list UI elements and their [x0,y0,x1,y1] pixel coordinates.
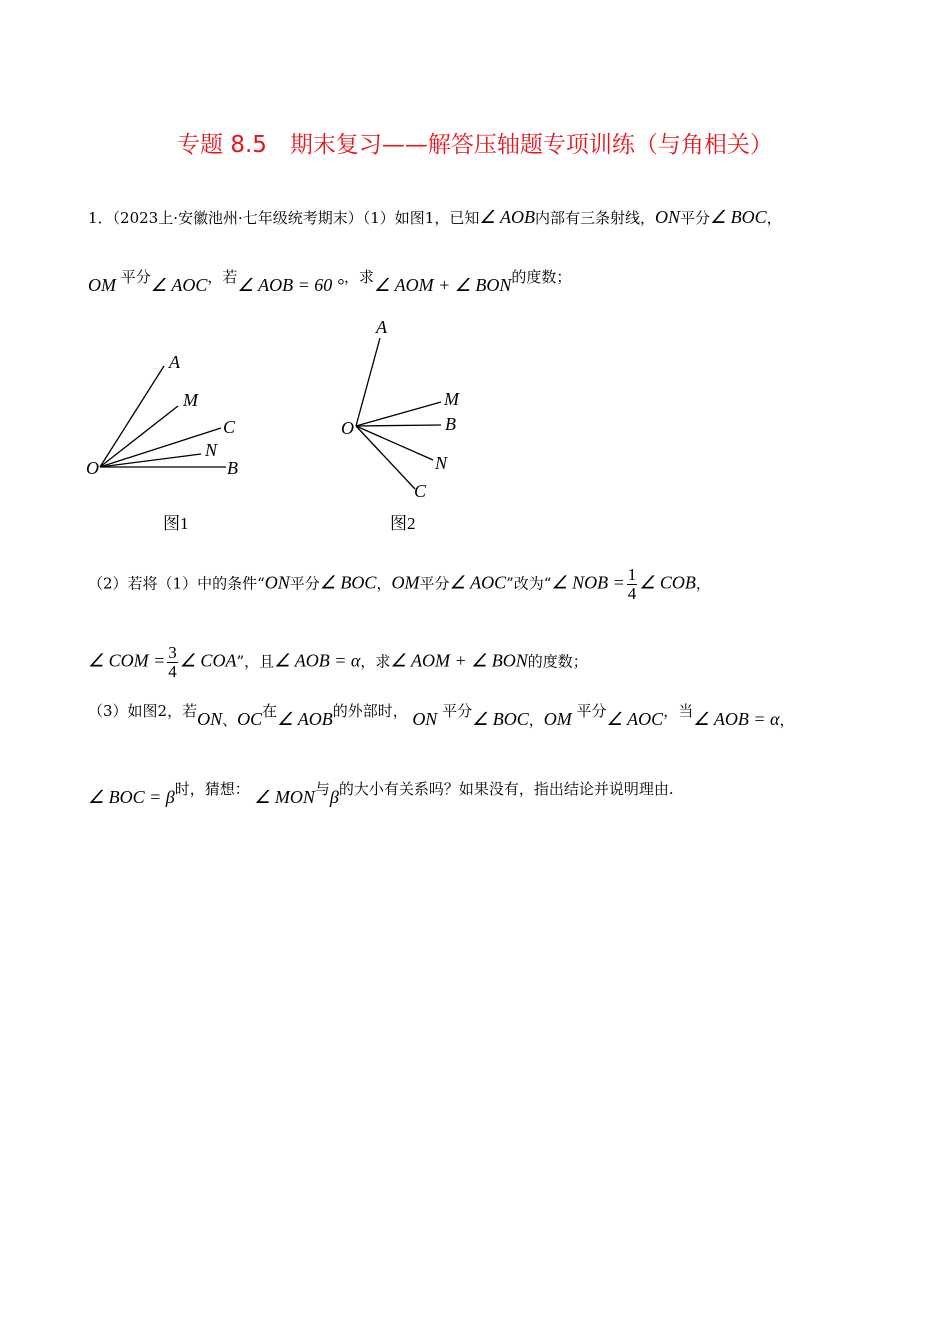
math-expression: ∠ AOC [449,572,507,593]
text-segment: ， [376,574,392,593]
question-line [88,704,794,734]
text-segment: ，当 [663,702,694,720]
math-expression: ∠ BOC [472,709,529,729]
text-segment: 时，猜想： [174,780,250,798]
math-expression: ON [407,709,438,729]
math-expression: ∠ AOB = α [274,650,361,671]
fraction [167,644,178,681]
text-segment: ，求 [360,652,391,671]
text-segment: ， [766,209,782,227]
math-expression: ∠ AOB = α [693,709,780,729]
ray-OB [356,425,441,426]
figure-2-label-A: A [376,317,387,337]
text-segment: ， [695,574,711,593]
figure-1-label-C: C [223,417,236,437]
math-expression: ∠ BOC = β [88,787,175,807]
text-segment: ， [779,711,795,729]
figures [0,0,950,560]
fraction-numerator: 1 [627,565,637,584]
math-expression: ∠ MON [249,787,315,807]
fraction [627,566,638,603]
math-expression: ∠ AOB [479,207,535,227]
text-segment: 平分 [437,702,473,720]
figure-2-rays [356,338,441,489]
text-segment: ， [528,711,544,729]
math-expression: ∠ COA [179,650,237,671]
text-segment: （2）若将（1）中的条件“ [88,574,265,593]
math-expression: ∠ AOB [237,275,294,295]
page-title: 专题 8.5 期末复习——解答压轴题专项训练（与角相关） [177,132,773,158]
math-expression: ON [655,207,681,227]
ray-OA [100,366,164,467]
figure-1-label-M: M [183,390,198,410]
fraction-denominator: 4 [168,662,177,681]
text-segment: 平分 [571,702,607,720]
text-segment: 的度数； [511,268,572,286]
text-segment: ”改为“ [506,574,552,593]
math-expression: OC [237,709,263,729]
math-expression: ∠ COB [639,572,696,593]
text-segment: 内部有三条射线， [534,209,655,227]
text-segment: 与 [314,780,330,798]
text-segment: 在 [262,702,278,720]
figure-2-label-B: B [445,414,456,434]
math-expression: ∠ AOM + ∠ BON [373,275,512,295]
math-expression: ∠ AOC [606,709,664,729]
math-expression: ∠ COM = [88,650,166,671]
math-expression: OM [391,572,420,593]
figure-1-label-O: O [86,458,99,478]
text-segment: ，若 [207,268,238,286]
text-segment: 的度数； [527,652,588,671]
text-segment: 平分 [680,209,711,227]
text-segment: 平分 [116,268,151,286]
text-segment: 的大小有关系吗？如果没有，指出结论并说明理由. [338,780,674,798]
math-expression: ON [197,709,223,729]
text-segment: 1．（2023上·安徽池州·七年级统考期末）（1）如图1，已知 [88,209,480,227]
math-expression: ∠ AOB [277,709,333,729]
text-segment: ”，且 [236,652,275,671]
math-expression: = 60 ° [293,275,344,295]
text-segment: 平分 [289,574,320,593]
figure-2-caption: 图2 [390,514,416,533]
math-expression: OM [543,709,572,729]
math-expression: ∠ AOM + ∠ BON [390,650,528,671]
question-line [88,565,711,603]
text-segment: ，求 [343,268,374,286]
math-expression: ∠ AOC [150,275,208,295]
figure-1-caption: 图1 [163,514,189,533]
figure-2-label-C: C [414,481,427,501]
text-segment: 的外部时， [332,702,408,720]
text-segment: （3）如图2，若 [88,702,198,720]
question-line [88,782,674,812]
fraction-numerator: 3 [168,643,177,662]
ray-OM [356,402,441,426]
figure-1-label-B: B [227,458,238,478]
text-segment: 平分 [419,574,450,593]
figure-1-label-N: N [205,440,218,460]
math-expression: OM [88,275,116,295]
figure-2-label-M: M [444,389,459,409]
ray-OC [356,426,415,489]
ray-ON [356,426,433,460]
math-expression: ∠ BOC [710,207,767,227]
math-expression: ∠ NOB = [551,572,625,593]
figure-1-label-A: A [169,352,180,372]
fraction-denominator: 4 [627,584,637,603]
ray-OC [100,428,221,467]
figure-2-label-N: N [435,453,448,473]
text-segment: 、 [222,711,238,729]
math-expression: β [329,787,339,807]
question-line [88,643,588,681]
math-expression: ON [264,572,290,593]
ray-OA [356,338,380,426]
math-expression: ∠ BOC [319,572,377,593]
figure-2-label-O: O [341,418,354,438]
